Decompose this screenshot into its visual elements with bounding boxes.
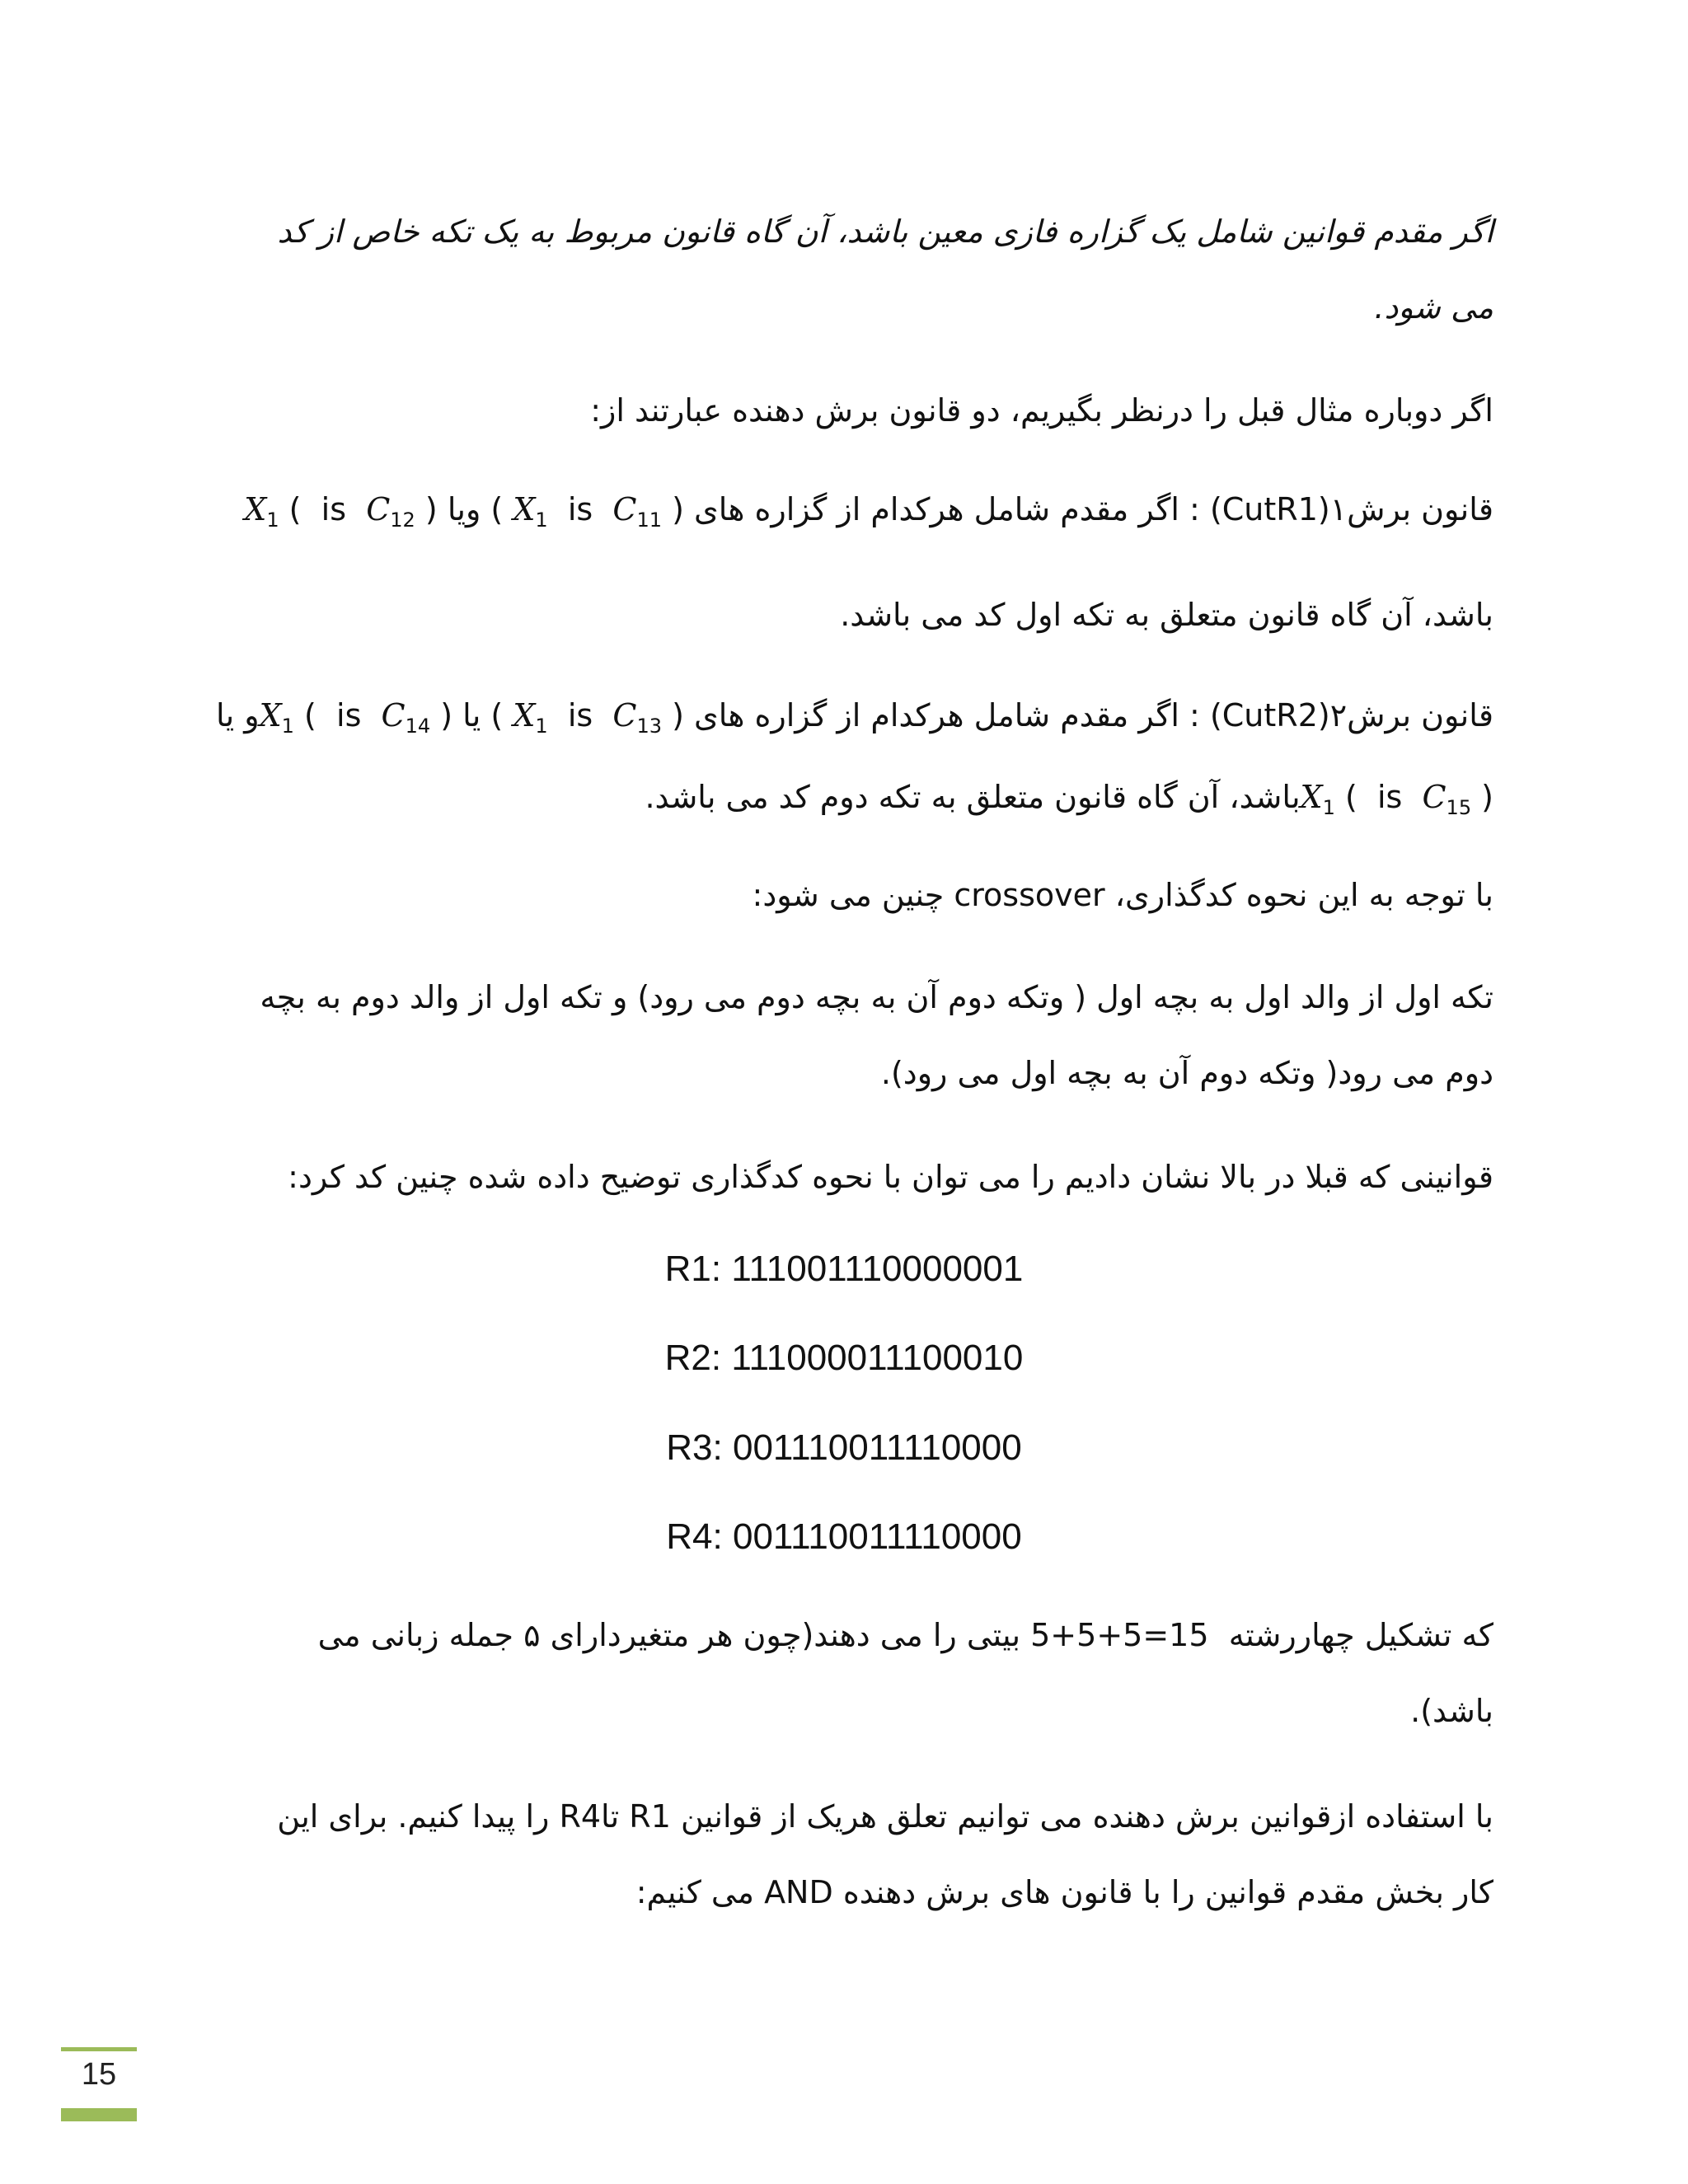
text-line (211, 857, 1493, 933)
paragraph-crossover (211, 857, 1493, 933)
math-proposition-c14: $X_1$ ( is $C_{14}$ ) (259, 697, 453, 738)
paragraph-cutr2 (211, 677, 1493, 846)
crossover-term: crossover (954, 877, 1105, 913)
cutr2-code: (CutR2) (1209, 697, 1330, 733)
page-number-bottom-bar (61, 2108, 137, 2121)
cutr1-code: (CutR1) (1209, 491, 1330, 527)
text-line: اگر مقدم قوانین شامل یک گزاره فازی معین باشد، آن گاه قانون مربوط به یک تکه خاص از کد (277, 213, 1493, 250)
math-proposition-c15: $X_1$ ( is $C_{15}$ ) (1300, 779, 1493, 819)
bit-sum-formula: 5+5+5=15 (1030, 1617, 1209, 1653)
rule-ref-r1: R1 (629, 1798, 671, 1835)
text-line: می شود. (1374, 289, 1493, 326)
paragraph-and-operation (211, 1779, 1493, 1930)
math-proposition-c13: ( $X_1$ is $C_{13}$ ) (490, 697, 684, 738)
text-segment: را پیدا کنیم. برای این (277, 1798, 550, 1835)
paragraph-bit-strings (211, 1597, 1493, 1749)
cutr1-label: قانون برش۱ (1329, 491, 1493, 527)
text-line (211, 1779, 1493, 1854)
or-word: یا (462, 697, 481, 733)
rule-r1: R1: 111001110000001 (664, 1249, 1024, 1289)
rule-r3: R3: 001110011110000 (666, 1427, 1022, 1468)
text-segment: چنین می شود: (752, 877, 945, 913)
rule-ref-r4: R4 (559, 1798, 602, 1835)
text-line (211, 1597, 1493, 1673)
cutr2-condition: : اگر مقدم شامل هرکدام از گزاره های (694, 697, 1200, 733)
text-line (211, 759, 1493, 846)
paragraph-cutr1 (211, 471, 1493, 558)
text-line: اگر دوباره مثال قبل را درنظر بگیریم، دو قانون برش دهنده عبارتند از: (590, 392, 1493, 429)
text-segment: کار بخش مقدم قوانین را با قانون های برش دهنده (842, 1874, 1493, 1910)
rule-r4: R4: 001110011110000 (666, 1516, 1022, 1557)
text-line: باشد، آن گاه قانون متعلق به تکه اول کد می باشد. (840, 597, 1493, 633)
rule-r2: R2: 111000011100010 (664, 1338, 1024, 1378)
text-segment: که تشکیل چهاررشته (1228, 1617, 1493, 1653)
and-operator: AND (764, 1874, 833, 1910)
text-segment: تا (601, 1798, 620, 1835)
text-line: تکه اول از والد اول به بچه اول ( وتکه دوم آن به بچه دوم می رود) و تکه اول از والد دوم به بچه (260, 979, 1493, 1015)
text-line: قوانینی که قبلا در بالا نشان دادیم را می توان با نحوه کدگذاری توضیح داده شده چنین کد کرد: (288, 1159, 1493, 1195)
math-proposition-c11: ( $X_1$ is $C_{11}$ ) (490, 491, 684, 532)
text-line: باشد). (1410, 1693, 1493, 1729)
or-word: ویا (447, 491, 481, 527)
text-segment: می کنیم: (635, 1874, 754, 1910)
text-line (211, 471, 1493, 558)
text-line (211, 677, 1493, 764)
text-segment: با استفاده ازقوانین برش دهنده می توانیم تعلق هریک از قوانین (680, 1798, 1493, 1835)
page-number: 15 (81, 2057, 117, 2092)
text-segment: با توجه به این نحوه کدگذاری، (1114, 877, 1493, 913)
or-word: و یا (216, 697, 260, 733)
text-segment: بیتی را می دهند(چون هر متغیردارای ۵ جمله زبانی می (317, 1617, 1021, 1653)
paragraph-intro (211, 194, 1493, 345)
cutr2-result: باشد، آن گاه قانون متعلق به تکه دوم کد می باشد. (645, 779, 1301, 815)
paragraph-encoding-intro (211, 1139, 1493, 1215)
text-line (211, 1854, 1493, 1930)
paragraph-cutr1-result (211, 577, 1493, 653)
text-line: دوم می رود( وتکه دوم آن به بچه اول می رود). (880, 1055, 1493, 1091)
cutr1-condition: : اگر مقدم شامل هرکدام از گزاره های (694, 491, 1200, 527)
paragraph-crossover-description (211, 959, 1493, 1111)
paragraph-cut-rules-intro (211, 373, 1493, 448)
cutr2-label: قانون برش۲ (1329, 697, 1493, 733)
page-number-top-bar (61, 2047, 137, 2051)
math-proposition-c12: $X_1$ ( is $C_{12}$ ) (244, 491, 438, 532)
